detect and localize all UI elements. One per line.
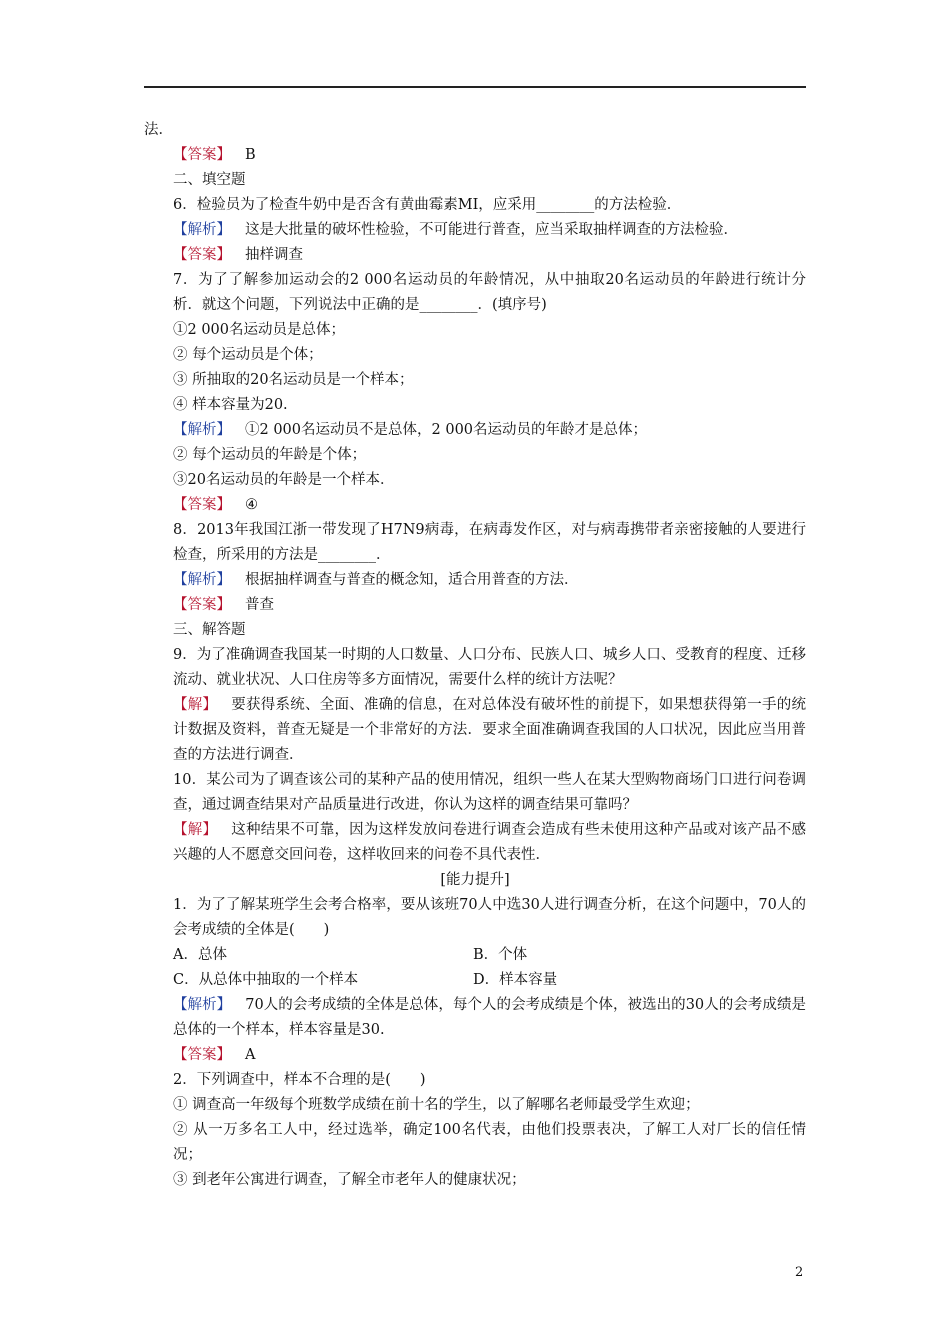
- header-rule: [144, 86, 806, 88]
- analysis-line: [144, 993, 806, 1043]
- option-line: ①2 000名运动员是总体；: [173, 322, 346, 338]
- solution-text: 要获得系统、全面、准确的信息，在对总体没有破坏性的前提下，如果想获得第一手的统计数据及资料，普查无疑是一个非常好的方法．要求全面准确调查我国的人口状况，因此应当用普查的方法进行调查．: [173, 697, 806, 763]
- analysis-tag: 【解析】: [173, 997, 232, 1013]
- analysis-tag: 【解析】: [173, 222, 231, 238]
- answer-tag: 【答案】: [173, 1047, 231, 1063]
- text-line: 法．: [144, 122, 173, 138]
- option-line: ② 从一万多名工人中，经过选举，确定100名代表，由他们投票表决，了解工人对厂长的信任情况；: [173, 1122, 806, 1163]
- analysis-tag: 【解析】: [173, 422, 231, 438]
- analysis-text: ①2 000名运动员不是总体，2 000名运动员的年龄才是总体；: [245, 422, 648, 438]
- question-7: 7．为了了解参加运动会的2 000名运动员的年龄情况，从中抽取20名运动员的年龄进行统计分析．就这个问题，下列说法中正确的是________．(填序号): [173, 272, 806, 313]
- question-1: 1．为了了解某班学生会考合格率，要从该班70人中选30人进行调查分析，在这个问题中，70人的会考成绩的全体是( ): [173, 897, 806, 938]
- analysis-tag: 【解析】: [173, 572, 231, 588]
- question-10: 10．某公司为了调查该公司的某种产品的使用情况，组织一些人在某大型购物商场门口进行问卷调查，通过调查结果对产品质量进行改进，你认为这样的调查结果可靠吗？: [173, 772, 806, 813]
- answer-tag: 【答案】: [173, 247, 231, 263]
- section-heading: 二、填空题: [173, 172, 246, 188]
- answer-line: [144, 493, 806, 518]
- analysis-line: [144, 218, 806, 243]
- section-heading: 三、解答题: [173, 622, 246, 638]
- subsection-heading: [能力提升]: [440, 872, 510, 888]
- answer-value: B: [245, 147, 256, 163]
- solution-tag: 【解】: [173, 697, 218, 713]
- answer-line: [144, 143, 806, 168]
- answer-tag: 【答案】: [173, 147, 231, 163]
- answer-value: A: [245, 1047, 256, 1063]
- question-8: 8．2013年我国江浙一带发现了H7N9病毒，在病毒发作区，对与病毒携带者亲密接触的人要进行检查，所采用的方法是________．: [173, 522, 806, 563]
- page-number: 2: [795, 1265, 804, 1280]
- choice-row: [144, 943, 806, 968]
- analysis-text: 70人的会考成绩的全体是总体，每个人的会考成绩是个体，被选出的30人的会考成绩是总体的一个样本，样本容量是30.: [173, 997, 807, 1038]
- choice-row: [144, 968, 806, 993]
- option-line: ③ 到老年公寓进行调查，了解全市老年人的健康状况；: [173, 1172, 526, 1188]
- option-line: ① 调查高一年级每个班数学成绩在前十名的学生，以了解哪名老师最受学生欢迎；: [173, 1097, 700, 1113]
- choice-c: C．从总体中抽取的一个样本: [173, 972, 359, 988]
- solution-line: [144, 693, 806, 768]
- option-line: ④ 样本容量为20.: [173, 397, 288, 413]
- option-line: ③ 所抽取的20名运动员是一个样本；: [173, 372, 414, 388]
- answer-line: [144, 1043, 806, 1068]
- choice-a: A．总体: [173, 947, 227, 963]
- question-6: 6．检验员为了检查牛奶中是否含有黄曲霉素MI，应采用________的方法检验．: [173, 197, 682, 213]
- solution-tag: 【解】: [173, 822, 218, 838]
- choice-b: B．个体: [473, 947, 528, 963]
- question-9: 9．为了准确调查我国某一时期的人口数量、人口分布、民族人口、城乡人口、受教育的程度、迁移流动、就业状况、人口住房等多方面情况，需要什么样的统计方法呢？: [173, 647, 806, 688]
- analysis-text: 根据抽样调查与普查的概念知，适合用普查的方法．: [245, 572, 579, 588]
- page-content: [144, 118, 806, 1193]
- text-line: ③20名运动员的年龄是一个样本．: [173, 472, 395, 488]
- analysis-line: [144, 418, 806, 443]
- analysis-text: 这是大批量的破坏性检验，不可能进行普查，应当采取抽样调查的方法检验．: [245, 222, 738, 238]
- answer-value: 抽样调查: [245, 247, 303, 263]
- answer-line: [144, 593, 806, 618]
- analysis-line: [144, 568, 806, 593]
- answer-tag: 【答案】: [173, 497, 231, 513]
- answer-value: ④: [245, 497, 258, 513]
- answer-tag: 【答案】: [173, 597, 231, 613]
- solution-text: 这种结果不可靠，因为这样发放问卷进行调查会造成有些未使用这种产品或对该产品不感兴趣的人不愿意交回问卷，这样收回来的问卷不具代表性．: [173, 822, 806, 863]
- solution-line: [144, 818, 806, 868]
- text-line: ② 每个运动员的年龄是个体；: [173, 447, 367, 463]
- option-line: ② 每个运动员是个体；: [173, 347, 323, 363]
- choice-d: D．样本容量: [473, 972, 558, 988]
- question-2: 2．下列调查中，样本不合理的是( ): [173, 1072, 426, 1088]
- answer-value: 普查: [245, 597, 274, 613]
- answer-line: [144, 243, 806, 268]
